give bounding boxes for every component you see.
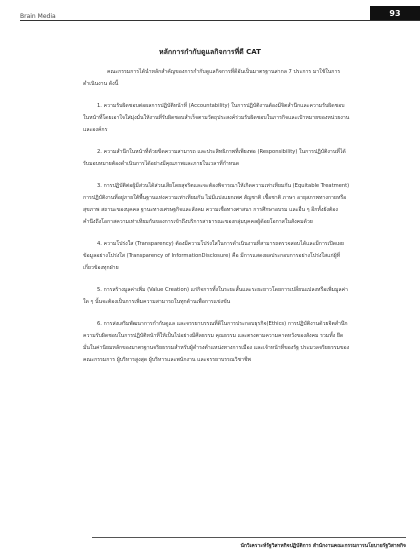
intro-paragraph: คณะกรรมการได้นำหลักสำคัญของการกำกับดูแลกิจการที่ดีอันเป็นมาตรฐานสากล 7 ประการ มาใช้ในการดำเนินงาน ดังนี้	[83, 69, 341, 87]
document-body	[83, 66, 350, 376]
footer-author-line: นักวิเคราะห์รัฐวิสาหกิจปฏิบัติการ สำนักงานคณะกรรมการนโยบายรัฐวิสาหกิจ	[240, 543, 406, 549]
header-divider	[20, 20, 420, 21]
principle-accountability: 1. ความรับผิดชอบต่อผลการปฏิบัติหน้าที่ (Accountability) ในการปฏิบัติงานต้องมีจิตสำนึกและความรับผิดชอบในหน้าที่โดยเอาใจใส่มุ่งมั่นให้งานที่รับผิดชอบสำเร็จตามวัตถุประสงค์ร่วมรับผิดชอบในภารกิจและเป้าหมายของหน่วยงานและองค์กร	[83, 103, 350, 133]
principle-ethics: 6. การส่งเสริมพัฒนาการกำกับดูแล และจรรยาบรรณที่ดีในการประกอบธุรกิจ(Ethics) การปฏิบัติงานด้วยจิตสำนึกความรับผิดชอบในการปฏิบัติหน้าที่ให้เป็นไปอย่างมีศีลธรรม คุณธรรม และตรงตามความคาดหวังของสังคม รวมทั้ง ยึดมั่นในค่านิยมหลักของมาตรฐานจริยธรรมสำหรับผู้ดำรงตำแหน่งทางการเมือง และเจ้าหน้าที่ของรัฐ ประมวลจริยธรรมของคณะกรรมการ ผู้บริหารสูงสุด ผู้บริหารและพนักงาน และจรรยาบรรณวิชาชีพ	[83, 321, 350, 363]
page-number-badge: 93	[370, 6, 420, 20]
principle-responsibility: 2. ความสำนึกในหน้าที่ด้วยขีดความสามารถ และประสิทธิภาพที่เพียงพอ (Responsibility) ในการปฏิบัติงานที่ได้รับมอบหมายต้องดำเนินการได้อย่างมีคุณภาพและภายในเวลาที่กำหนด	[83, 149, 346, 167]
document-title: หลักการกำกับดูแลกิจการที่ดี CAT	[159, 48, 261, 56]
running-title: Brain Media	[20, 13, 56, 20]
principle-value-creation: 5. การสร้างมูลค่าเพิ่ม (Value Creation) แก่กิจการทั้งในระยะสั้นและระยะยาวโดยการเปลี่ยนแปลงหรือเพิ่มมูลค่าใด ๆ นั้นจะต้องเป็นการเพิ่มความสามารถในทุกด้านเพื่อการแข่งขัน	[83, 287, 348, 305]
principle-transparency: 4. ความโปร่งใส (Transparency) ต้องมีความโปร่งใสในการดำเนินงานที่สามารถตรวจสอบได้และมีการเปิดเผยข้อมูลอย่างโปร่งใส (Transparency of InformationDisclosure) คือ มีการแสดงผลประกอบการอย่างโปร่งใสแก่ผู้ที่เกี่ยวข้องทุกฝ่าย	[83, 241, 344, 271]
footer-divider	[92, 537, 406, 538]
principle-equitable-treatment: 3. การปฏิบัติต่อผู้มีส่วนได้ส่วนเสียโดยสุจริตและจะต้องพิจารณาให้เกิดความเท่าเทียมกัน (Equitable Treatment) การปฏิบัติงานที่อยู่ภายใต้พื้นฐานแห่งความเท่าเทียมกัน ไม่มีแบ่งแยกเพศ สัญชาติ เชื้อชาติ ภาษา อายุสภาพทางกายหรือสุขภาพ สถานะของบุคคล ฐานะทางเศรษฐกิจและสังคม ความเชื่อทางศาสนา การศึกษาอบรม และอื่น ๆ อีกทั้งยังต้องคำนึงถึงโอกาสความเท่าเทียมกันของการเข้าถึงบริการสาธารณะของกลุ่มบุคคลผู้ด้อยโอกาสในสังคมด้วย	[83, 183, 350, 225]
